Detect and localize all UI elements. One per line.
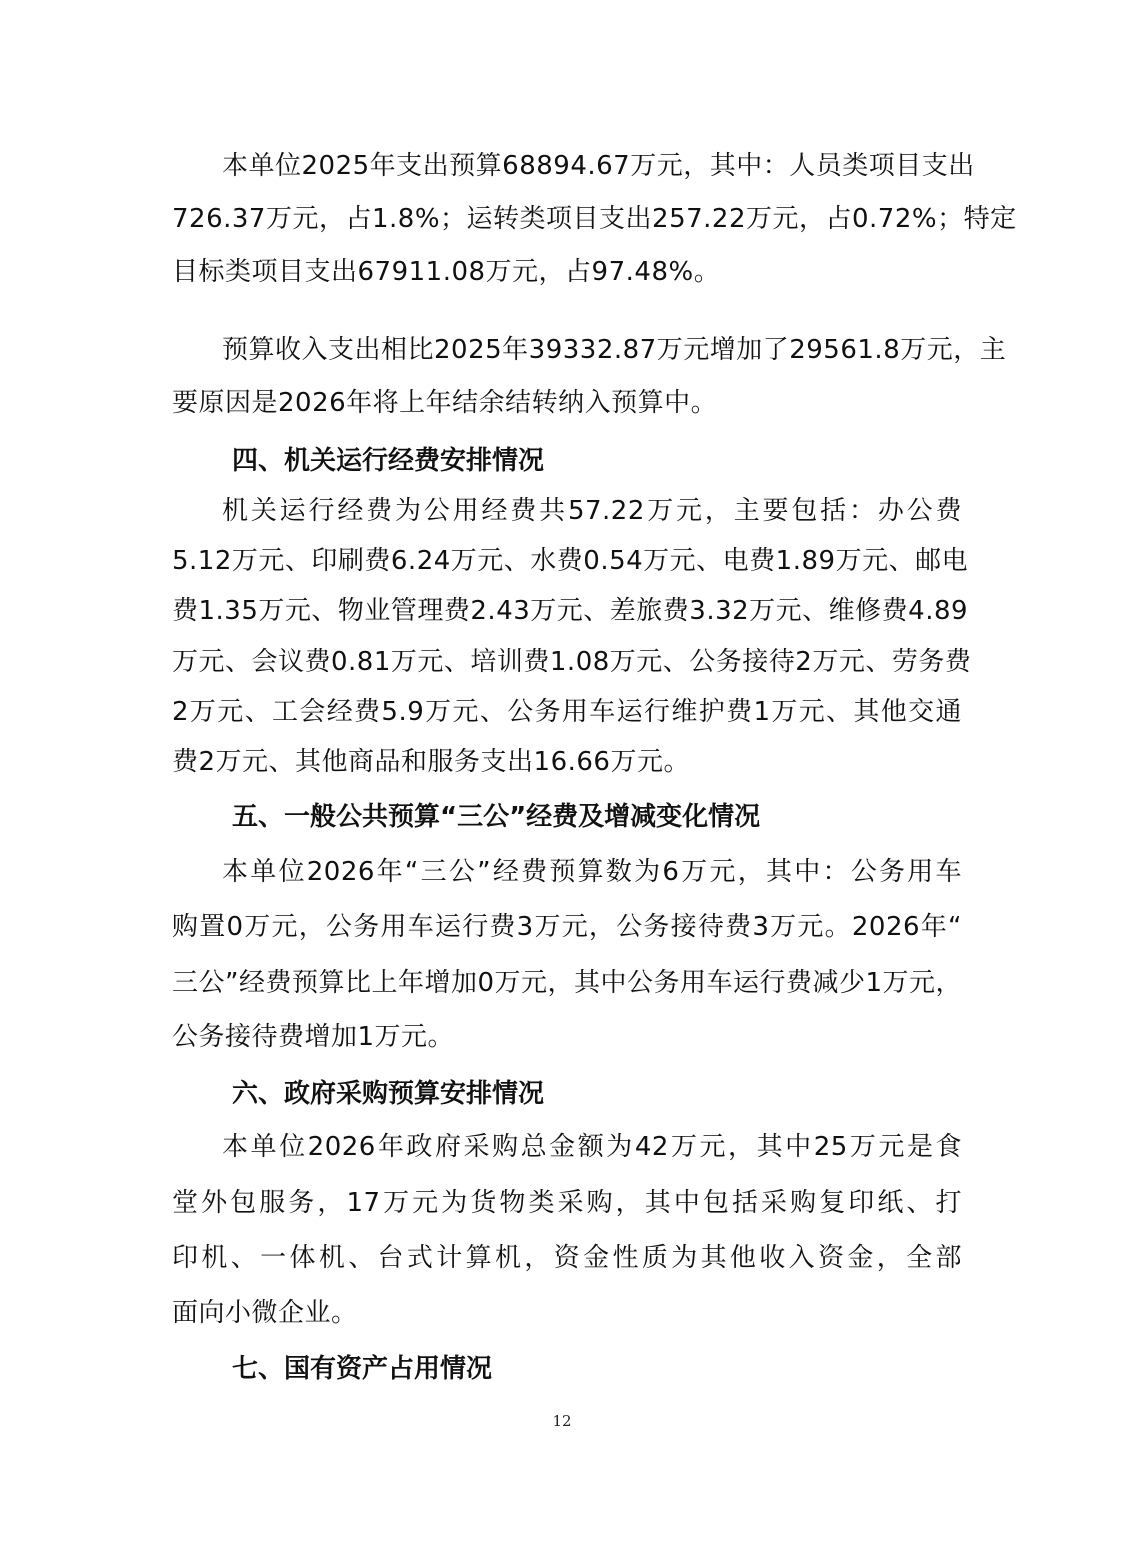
- paragraph-line: 印机、一体机、台式计算机，资金性质为其他收入资金，全部: [172, 1243, 962, 1273]
- section-heading: 六、政府采购预算安排情况: [232, 1079, 545, 1109]
- paragraph-line: 费2万元、其他商品和服务支出16.66万元。: [172, 747, 690, 777]
- paragraph-line: 2万元、工会经费5.9万元、公务用车运行维护费1万元、其他交通: [172, 697, 962, 727]
- paragraph-line: 公务接待费增加1万元。: [172, 1022, 455, 1052]
- section-heading: 七、国有资产占用情况: [232, 1354, 493, 1384]
- page-number: 12: [552, 1412, 572, 1430]
- paragraph-line: 本单位2026年政府采购总金额为42万元，其中25万元是食: [222, 1132, 962, 1162]
- paragraph-line: 726.37万元，占1.8%；运转类项目支出257.22万元，占0.72%；特定: [172, 204, 1017, 234]
- paragraph-line: 本单位2025年支出预算68894.67万元，其中：人员类项目支出: [222, 151, 975, 181]
- paragraph-line: 购置0万元，公务用车运行费3万元，公务接待费3万元。2026年“: [172, 912, 962, 942]
- paragraph-line: 预算收入支出相比2025年39332.87万元增加了29561.8万元，主: [222, 335, 1007, 365]
- paragraph-line: 三公”经费预算比上年增加0万元，其中公务用车运行费减少1万元，: [172, 968, 963, 998]
- paragraph-line: 本单位2026年“三公”经费预算数为6万元，其中：公务用车: [222, 857, 962, 887]
- paragraph-line: 万元、会议费0.81万元、培训费1.08万元、公务接待2万元、劳务费: [172, 647, 972, 677]
- paragraph-line: 5.12万元、印刷费6.24万元、水费0.54万元、电费1.89万元、邮电: [172, 546, 969, 576]
- section-heading: 五、一般公共预算“三公”经费及增减变化情况: [232, 802, 761, 832]
- paragraph-line: 费1.35万元、物业管理费2.43万元、差旅费3.32万元、维修费4.89: [172, 596, 969, 626]
- paragraph-line: 要原因是2026年将上年结余结转纳入预算中。: [172, 388, 718, 418]
- section-heading: 四、机关运行经费安排情况: [232, 446, 545, 476]
- paragraph-line: 机关运行经费为公用经费共57.22万元，主要包括：办公费: [222, 496, 962, 526]
- paragraph-line: 面向小微企业。: [172, 1298, 358, 1328]
- paragraph-line: 目标类项目支出67911.08万元，占97.48%。: [172, 257, 721, 287]
- paragraph-line: 堂外包服务，17万元为货物类采购，其中包括采购复印纸、打: [172, 1188, 962, 1218]
